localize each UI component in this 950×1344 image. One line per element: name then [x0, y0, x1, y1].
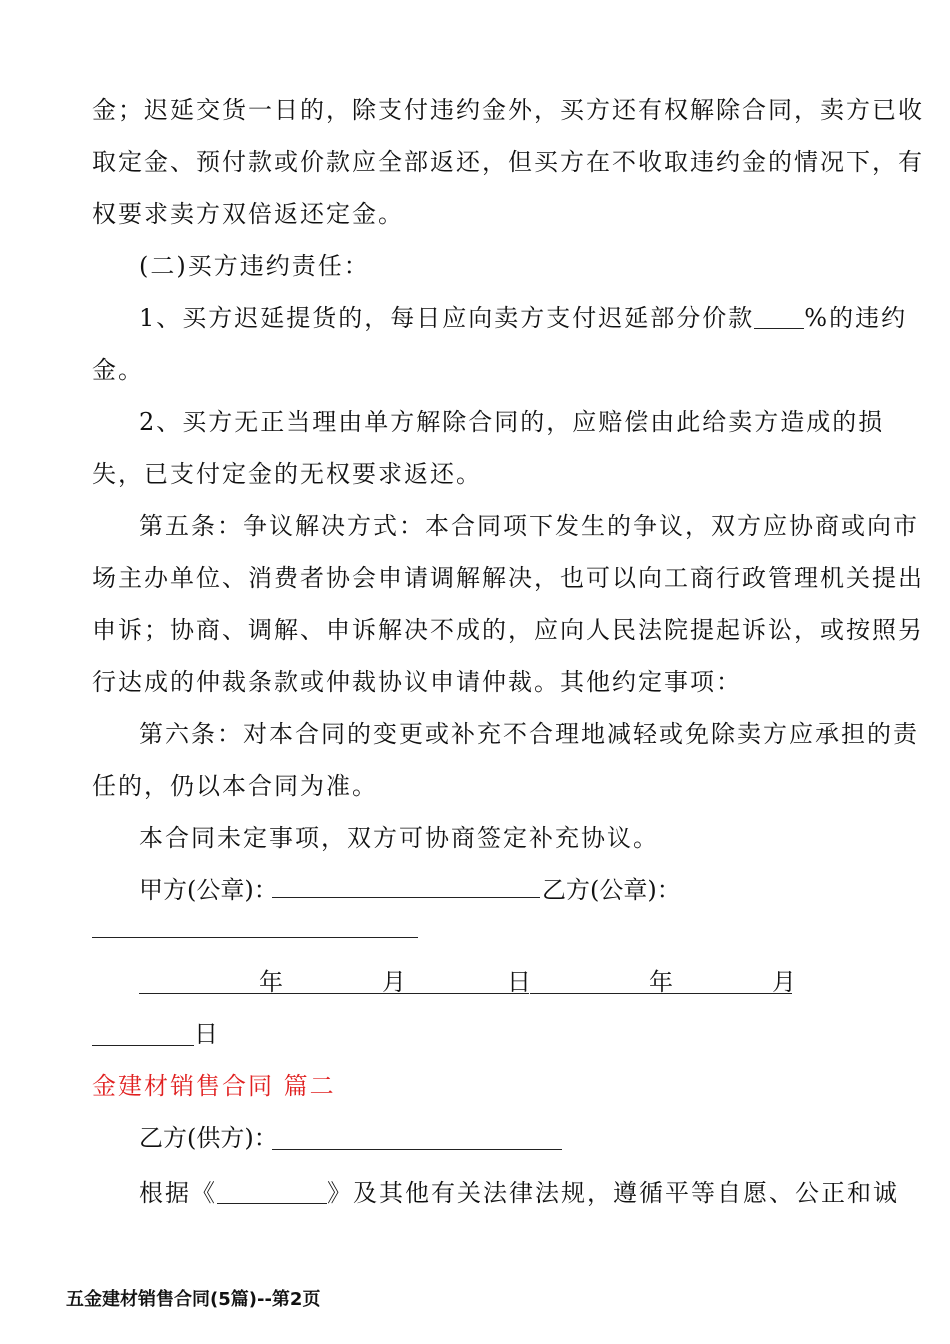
page-footer: 五金建材销售合同(5篇)--第2页	[66, 1289, 321, 1310]
month-label: 月	[382, 968, 406, 996]
supplier-label: 乙方(供方)：	[139, 1124, 278, 1152]
fill-blank	[754, 304, 804, 329]
party-a-label: 甲方(公章)：	[139, 876, 278, 904]
text-segment: 1、买方迟延提货的，每日应向卖方支付迟延部分价款	[139, 304, 755, 332]
year-label: 年	[649, 968, 673, 996]
paragraph-line: 本合同未定事项，双方可协商签定补充协议。	[139, 824, 659, 852]
paragraph-line	[139, 303, 919, 333]
party-b-label: 乙方(公章)：	[542, 876, 681, 904]
paragraph-line: 第六条：对本合同的变更或补充不合理地减轻或免除卖方应承担的责	[139, 720, 919, 748]
text-segment: 根据《	[139, 1179, 217, 1207]
party-b-blank	[92, 937, 418, 938]
paragraph-line: 取定金、预付款或价款应全部返还，但买方在不收取违约金的情况下，有	[92, 148, 924, 176]
paragraph-line: 权要求卖方双倍返还定金。	[92, 200, 404, 228]
paragraph-line: 金；迟延交货一日的，除支付违约金外，买方还有权解除合同，卖方已收	[92, 96, 924, 124]
paragraph-line: 任的，仍以本合同为准。	[92, 772, 378, 800]
fill-blank	[217, 1179, 327, 1204]
paragraph-line: 申诉；协商、调解、申诉解决不成的，应向人民法院提起诉讼，或按照另	[92, 616, 924, 644]
paragraph-line: 金。	[92, 356, 144, 384]
text-segment: 》及其他有关法律法规，遵循平等自愿、公正和诚	[327, 1179, 899, 1207]
day-label: 日	[194, 1020, 218, 1048]
paragraph-line: 行达成的仲裁条款或仲裁协议申请仲裁。其他约定事项：	[92, 668, 742, 696]
month-label: 月	[772, 968, 796, 996]
paragraph-line	[139, 1178, 919, 1208]
supplier-blank	[272, 1149, 562, 1150]
day-blank	[92, 1045, 194, 1046]
paragraph-line: 场主办单位、消费者协会申请调解解决，也可以向工商行政管理机关提出	[92, 564, 924, 592]
party-a-blank	[272, 897, 540, 898]
section-title: 金建材销售合同 篇二	[92, 1072, 336, 1100]
day-label: 日	[507, 968, 531, 996]
paragraph-line: 2、买方无正当理由单方解除合同的，应赔偿由此给卖方造成的损	[139, 408, 885, 436]
text-segment: %的违约	[804, 304, 908, 332]
year-label: 年	[259, 968, 283, 996]
date-blank	[139, 993, 529, 994]
paragraph-line: (二)买方违约责任：	[139, 252, 370, 280]
paragraph-line: 第五条：争议解决方式：本合同项下发生的争议，双方应协商或向市	[139, 512, 919, 540]
paragraph-line: 失，已支付定金的无权要求返还。	[92, 460, 482, 488]
